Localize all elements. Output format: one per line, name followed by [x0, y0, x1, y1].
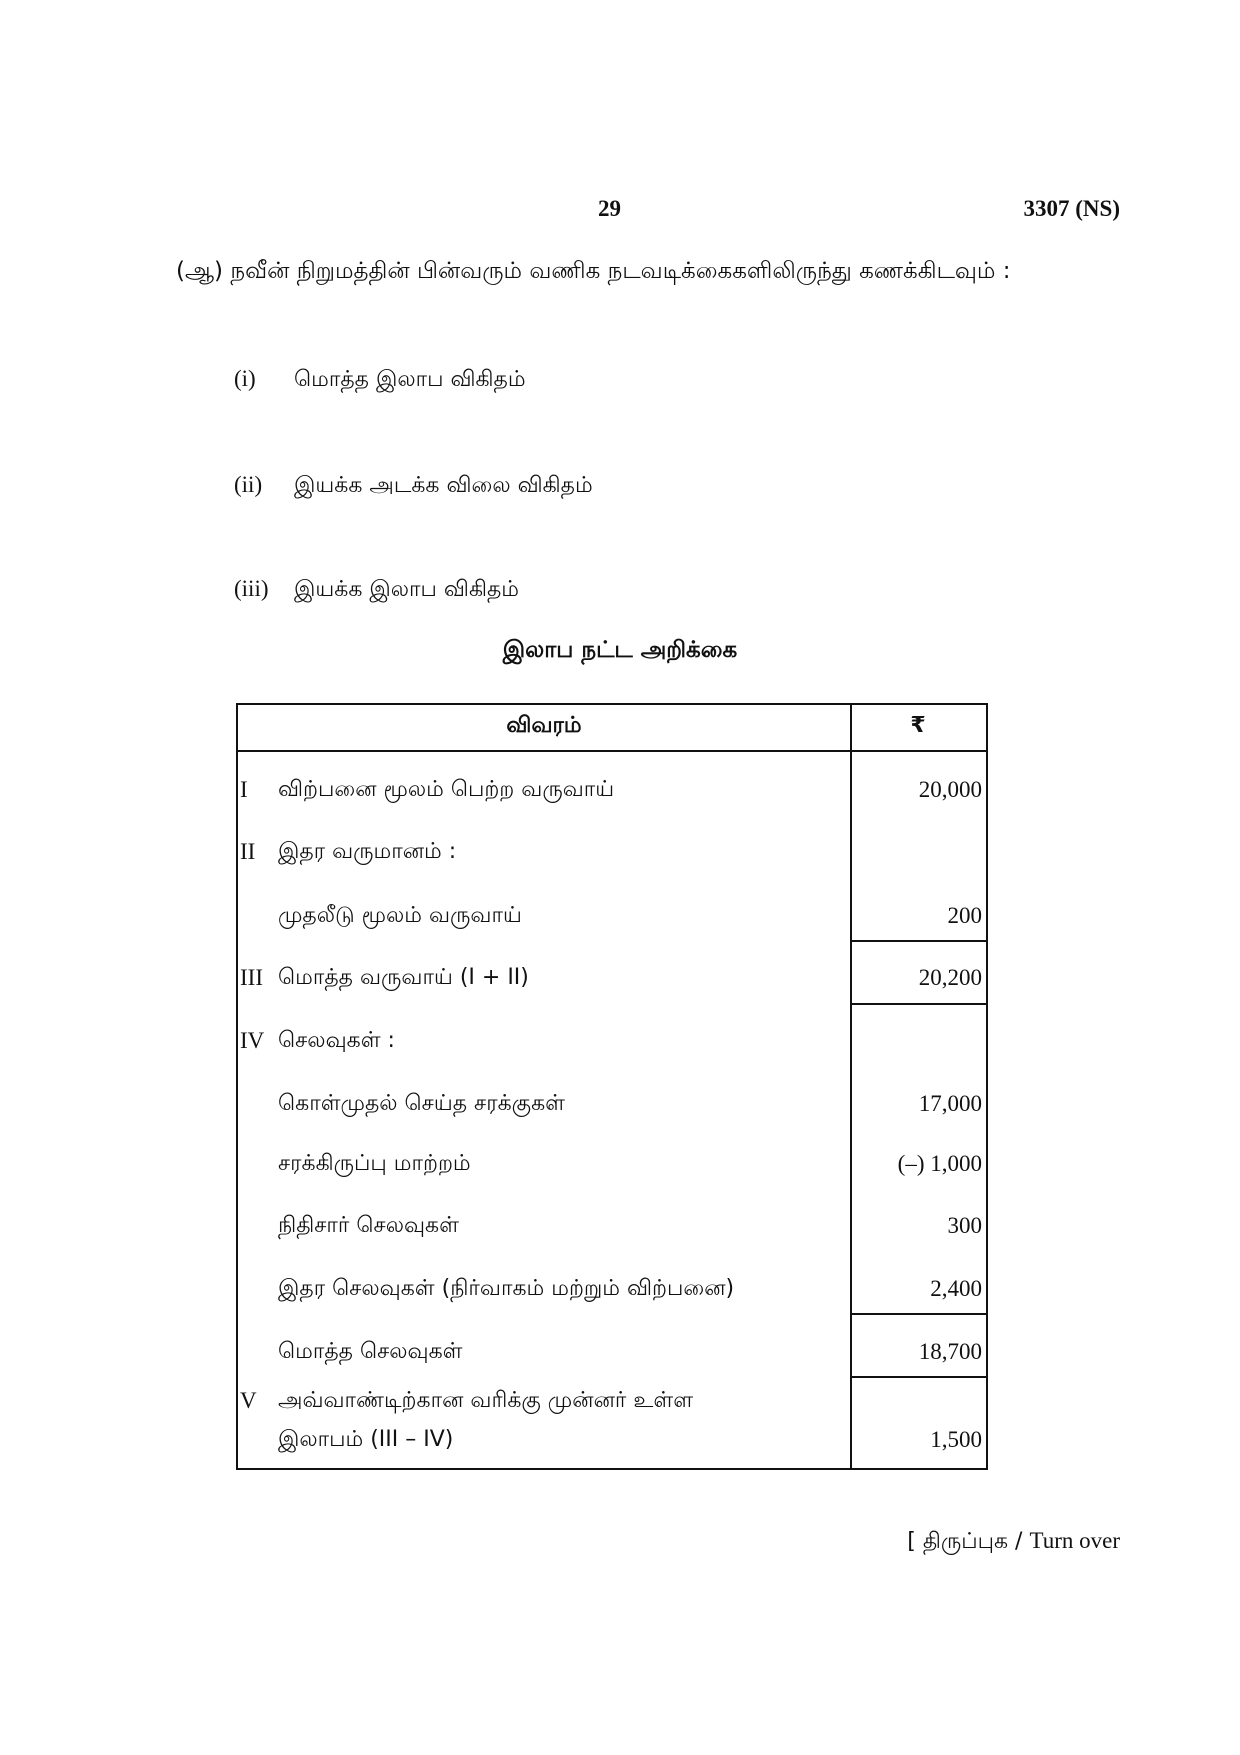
sub-question: [234, 472, 593, 501]
table-row: [238, 1339, 986, 1369]
total-rule: [850, 1003, 986, 1005]
page-number: 29: [598, 196, 621, 221]
row-amount: 1,500: [930, 1427, 982, 1452]
table-row: [238, 839, 986, 869]
row-amount: 2,400: [930, 1276, 982, 1301]
table-row: [238, 1091, 986, 1121]
row-description: செலவுகள் :: [278, 1028, 395, 1053]
row-amount: 20,000: [918, 777, 982, 802]
table-row: [238, 965, 986, 995]
row-amount: 200: [947, 903, 982, 928]
row-description: இலாபம் (III – IV): [278, 1427, 454, 1452]
sub-question-text: இயக்க இலாப விகிதம்: [294, 577, 520, 602]
profit-loss-table: [236, 703, 988, 1470]
row-description: சரக்கிருப்பு மாற்றம்: [278, 1151, 471, 1176]
statement-title: இலாப நட்ட அறிக்கை: [502, 637, 738, 663]
table-row: [238, 1388, 986, 1418]
table-row: [238, 903, 986, 933]
sub-question: [234, 576, 519, 605]
row-description: இதர செலவுகள் (நிர்வாகம் மற்றும் விற்பனை): [278, 1276, 735, 1301]
table-row: [238, 1427, 986, 1457]
sub-question-number: (iii): [234, 576, 269, 601]
row-amount: 20,200: [918, 965, 982, 990]
sub-question-text: மொத்த இலாப விகிதம்: [294, 367, 526, 392]
row-amount: 17,000: [918, 1091, 982, 1116]
total-rule: [850, 1376, 986, 1378]
table-row: [238, 1276, 986, 1306]
row-description: முதலீடு மூலம் வருவாய்: [278, 903, 522, 928]
sub-question-number: (i): [234, 366, 256, 391]
header-divider: [238, 750, 986, 752]
turn-over-note: [907, 1528, 1120, 1557]
table-row: [238, 1028, 986, 1058]
row-description: மொத்த வருவாய் (I + II): [278, 965, 529, 990]
sub-question: [234, 366, 526, 395]
row-amount: 300: [947, 1213, 982, 1238]
row-amount: (–) 1,000: [897, 1151, 982, 1176]
paper-code: 3307 (NS): [1023, 196, 1120, 221]
table-row: [238, 777, 986, 807]
row-description: விற்பனை மூலம் பெற்ற வருவாய்: [278, 777, 615, 802]
row-roman: II: [240, 839, 256, 864]
row-description: நிதிசார் செலவுகள்: [278, 1213, 459, 1238]
turn-over-tamil: [ திருப்புக /: [907, 1529, 1023, 1554]
question-intro: (ஆ) நவீன் நிறுமத்தின் பின்வரும் வணிக நடவடிக்கைகளிலிருந்து கணக்கிடவும் :: [176, 258, 1011, 284]
amount-header: ₹: [910, 713, 926, 738]
particulars-header: விவரம்: [506, 713, 582, 738]
subtotal-rule: [850, 940, 986, 942]
row-description: இதர வருமானம் :: [278, 839, 457, 864]
row-roman: III: [240, 965, 263, 990]
turn-over-english: Turn over: [1029, 1528, 1120, 1553]
subtotal-rule: [850, 1313, 986, 1315]
table-row: [238, 1213, 986, 1243]
row-roman: I: [240, 777, 248, 802]
table-row: [238, 1151, 986, 1181]
row-roman: V: [240, 1388, 257, 1413]
row-description: அவ்வாண்டிற்கான வரிக்கு முன்னர் உள்ள: [278, 1388, 694, 1413]
sub-question-text: இயக்க அடக்க விலை விகிதம்: [294, 473, 593, 498]
sub-question-number: (ii): [234, 472, 263, 497]
row-description: மொத்த செலவுகள்: [278, 1339, 463, 1364]
row-description: கொள்முதல் செய்த சரக்குகள்: [278, 1091, 566, 1116]
row-roman: IV: [240, 1028, 265, 1053]
row-amount: 18,700: [918, 1339, 982, 1364]
